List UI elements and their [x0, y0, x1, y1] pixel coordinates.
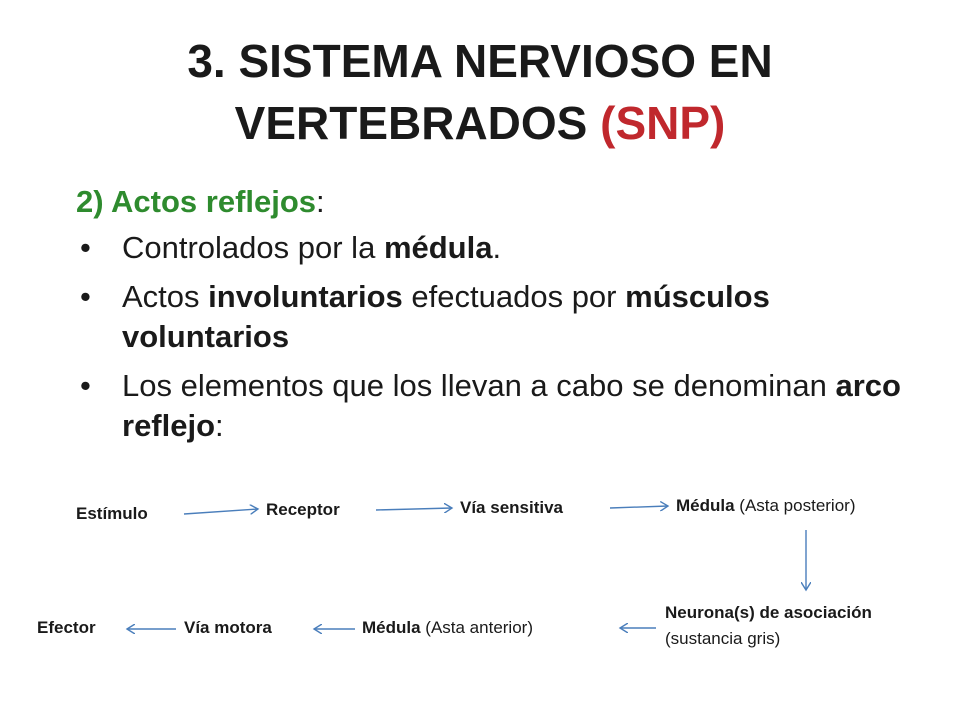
- bullet-item: [76, 228, 936, 268]
- flow-efector: [37, 618, 96, 638]
- bullet-text: Actos: [122, 279, 209, 314]
- bullet-text: Controlados por la: [122, 230, 384, 265]
- title-line-2: [0, 92, 960, 154]
- flow-medula-posterior-rest: (Asta posterior): [734, 496, 856, 515]
- flow-medula-anterior-rest: (Asta anterior): [420, 618, 533, 637]
- flow-receptor-label: Receptor: [266, 500, 340, 519]
- arrow-estimulo-receptor: [184, 509, 258, 514]
- flow-neurona-bold: Neurona(s) de asociación: [665, 603, 872, 622]
- flow-neurona-rest: (sustancia gris): [665, 629, 781, 648]
- flow-receptor: [266, 500, 340, 520]
- flow-medula-anterior-bold: Médula: [362, 618, 421, 637]
- section-heading: [76, 184, 325, 220]
- slide-title: [0, 30, 960, 154]
- bullet-dot: •: [80, 230, 91, 265]
- title-highlight: (SNP): [600, 97, 726, 149]
- title-line-1: 3. SISTEMA NERVIOSO EN: [187, 35, 773, 87]
- flow-via-motora-label: Vía motora: [184, 618, 272, 637]
- title-line-2-main: VERTEBRADOS: [234, 97, 601, 149]
- arrow-receptor-via-sensitiva: [376, 508, 452, 510]
- bullet-list: [76, 228, 936, 455]
- flow-medula-anterior: [362, 618, 533, 638]
- bullet-bold: músculos voluntarios: [122, 279, 770, 354]
- bullet-item: [76, 366, 936, 446]
- flow-medula-posterior-bold: Médula: [676, 496, 735, 515]
- flow-estimulo: [76, 504, 148, 524]
- bullet-bold: médula: [383, 230, 493, 265]
- flow-medula-posterior: [676, 496, 856, 516]
- bullet-dot: •: [80, 279, 91, 314]
- bullet-text: efectuados por: [402, 279, 626, 314]
- arrow-via-sensitiva-medula: [610, 506, 668, 508]
- flow-via-motora: [184, 618, 272, 638]
- section-heading-text: 2) Actos reflejos: [76, 184, 317, 219]
- bullet-text: .: [492, 230, 502, 265]
- flow-efector-label: Efector: [37, 618, 96, 637]
- bullet-item: [76, 277, 936, 357]
- flow-neurona-asociacion: [665, 600, 872, 652]
- flow-via-sensitiva: [460, 498, 563, 518]
- bullet-dot: •: [80, 368, 91, 403]
- bullet-bold: involuntarios: [208, 279, 403, 314]
- flow-estimulo-label: Estímulo: [76, 504, 148, 523]
- bullet-text: :: [215, 408, 224, 443]
- bullet-text: Los elementos que los llevan a cabo se denominan: [122, 368, 836, 403]
- bullet-bold: arco reflejo: [122, 368, 901, 443]
- section-heading-colon: :: [316, 184, 325, 219]
- flow-via-sensitiva-label: Vía sensitiva: [460, 498, 564, 517]
